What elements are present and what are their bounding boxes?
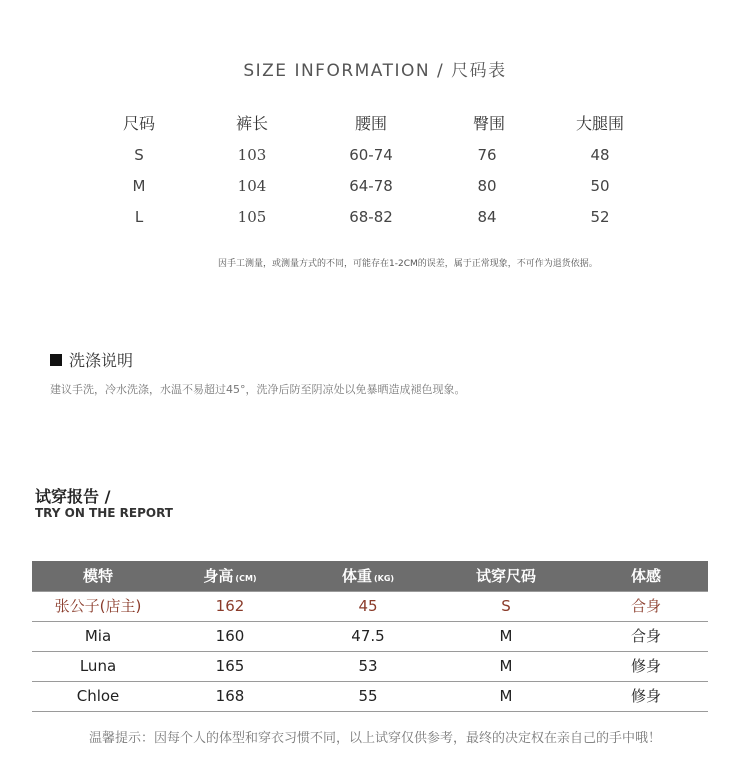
washing-title (50, 348, 133, 371)
size-table-header (0, 112, 750, 143)
size-cell: 105 (237, 208, 267, 226)
size-cell: 50 (590, 177, 610, 195)
size-cell: 80 (477, 177, 497, 195)
size-header-thigh: 大腿围 (575, 114, 625, 133)
size-cell: 76 (477, 146, 497, 164)
header-label: 身高 (203, 567, 234, 585)
model-name: Mia (84, 627, 112, 645)
size-row-s (0, 143, 750, 174)
size-header-length: 裤长 (235, 114, 269, 133)
header-label: 模特 (82, 567, 114, 585)
washing-title-text: 洗涤说明 (69, 351, 134, 370)
size-cell: 103 (237, 146, 267, 164)
weight-value: 55 (358, 687, 378, 705)
size-cell: 104 (237, 177, 267, 195)
fit-value: 修身 (630, 657, 662, 675)
size-header-size: 尺码 (122, 114, 156, 133)
table-row (32, 682, 708, 712)
try-on-table (32, 561, 708, 712)
size-row-m (0, 174, 750, 205)
measurement-note: 因手工测量，或测量方式的不同，可能存在1-2CM的误差，属于正常现象，不可作为退货依据。 (218, 259, 598, 269)
header-label: 体感 (630, 567, 662, 585)
size-cell: 52 (590, 208, 610, 226)
table-row (32, 652, 708, 682)
size-value: S (501, 597, 511, 615)
height-value: 160 (215, 627, 245, 645)
weight-value: 45 (358, 597, 378, 615)
size-cell: 68-82 (349, 208, 393, 226)
size-cell: 84 (477, 208, 497, 226)
warm-tip: 温馨提示：因每个人的体型和穿衣习惯不同，以上试穿仅供参考，最终的决定权在亲自己的手中哦！ (88, 731, 661, 746)
size-cell: 60-74 (349, 146, 393, 164)
header-fit (631, 561, 661, 591)
size-cell: 64-78 (349, 177, 393, 195)
size-information-title: SIZE INFORMATION / 尺码表 (243, 61, 507, 81)
report-title: 试穿报告 / (35, 487, 111, 506)
header-model (83, 561, 113, 591)
size-table (0, 112, 750, 236)
header-label: 体重 (341, 567, 372, 585)
weight-value: 47.5 (351, 627, 385, 645)
table-row (32, 591, 708, 622)
report-subtitle: TRY ON THE REPORT (35, 506, 173, 520)
size-row-l (0, 205, 750, 236)
size-cell: S (134, 146, 144, 164)
fit-value: 合身 (630, 597, 662, 615)
header-try-size (476, 561, 536, 591)
size-header-hip: 臀围 (472, 114, 506, 133)
size-cell: L (134, 208, 144, 226)
model-name: 张公子(店主) (54, 597, 142, 615)
height-value: 162 (215, 597, 245, 615)
fit-value: 合身 (630, 627, 662, 645)
size-cell: M (132, 177, 146, 195)
weight-value: 53 (358, 657, 378, 675)
size-value: M (499, 687, 513, 705)
header-unit: (CM) (235, 574, 257, 583)
header-height (203, 561, 256, 594)
table-row (32, 622, 708, 652)
try-on-table-header (32, 561, 708, 591)
header-unit: (KG) (373, 574, 395, 583)
header-weight (342, 561, 394, 594)
model-name: Chloe (76, 687, 120, 705)
size-header-waist: 腰围 (354, 114, 388, 133)
header-label: 试穿尺码 (475, 567, 537, 585)
square-bullet-icon (50, 354, 62, 366)
size-value: M (499, 657, 513, 675)
height-value: 165 (215, 657, 245, 675)
washing-instructions: 建议手洗，冷水洗涤，水温不易超过45°，洗净后防至阴凉处以免暴晒造成褪色现象。 (50, 383, 466, 396)
fit-value: 修身 (630, 687, 662, 705)
height-value: 168 (215, 687, 245, 705)
size-cell: 48 (590, 146, 610, 164)
size-value: M (499, 627, 513, 645)
model-name: Luna (79, 657, 117, 675)
